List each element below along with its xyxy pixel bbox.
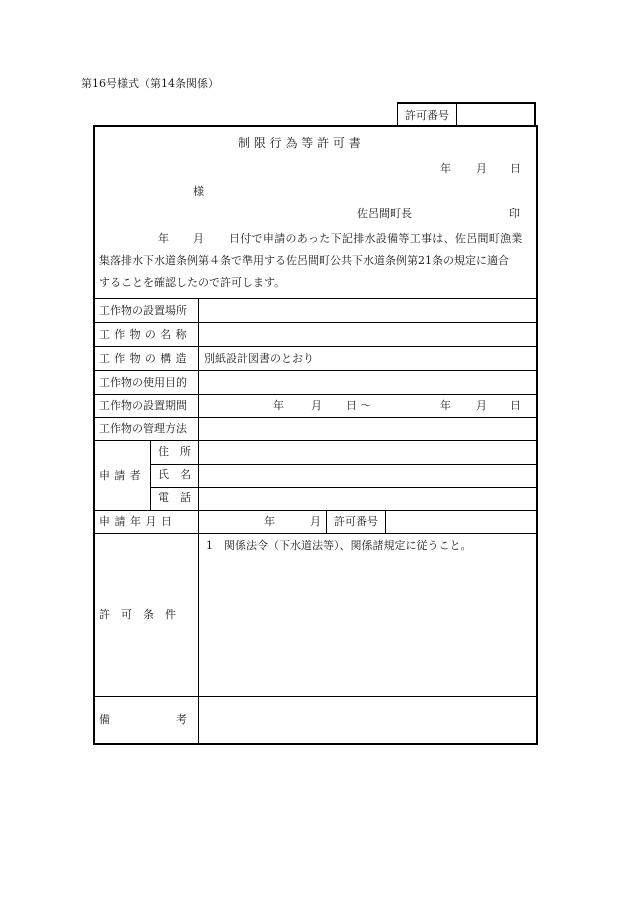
period-day-1: 日 〜 <box>346 399 372 412</box>
column-divider <box>385 510 386 533</box>
form-number: 第16号様式（第14条関係） <box>81 77 219 90</box>
divider <box>94 510 537 511</box>
body-line-2: 集落排水下水道条例第４条で準用する佐呂間町公共下水道条例第21条の規定に適合 <box>99 254 509 267</box>
conditions-value: 1 関係法令（下水道法等）、関係諸規定に従うこと。 <box>206 539 472 552</box>
label-name: 工 作 物 の 名 称 <box>99 328 187 341</box>
label-remarks: 備 考 <box>99 713 187 726</box>
divider <box>94 298 537 299</box>
permit-number-field[interactable] <box>456 104 534 124</box>
label-structure: 工 作 物 の 構 造 <box>99 352 187 365</box>
date-year: 年 <box>440 162 451 175</box>
issuer: 佐呂間町長 <box>357 207 412 220</box>
period-month-1: 月 <box>311 399 322 412</box>
label-management: 工作物の管理方法 <box>99 422 187 435</box>
period-year-1: 年 <box>273 399 284 412</box>
body-year: 年 <box>158 232 169 245</box>
divider <box>94 322 537 323</box>
body-line-1: 日付で申請のあった下記排水設備等工事は、佐呂間町漁業 <box>229 232 523 245</box>
seal-mark: 印 <box>509 207 520 220</box>
label-phone: 電 話 <box>158 491 191 504</box>
divider <box>94 346 537 347</box>
divider <box>150 487 537 488</box>
body-month: 月 <box>193 232 204 245</box>
body-line-3: することを確認したので許可します。 <box>99 276 286 289</box>
label-location: 工作物の設置場所 <box>99 304 187 317</box>
structure-value: 別紙設計図書のとおり <box>204 352 314 365</box>
divider <box>150 464 537 465</box>
permit-number-label: 許可番号 <box>398 104 457 126</box>
label-conditions: 許 可 条 件 <box>99 608 176 621</box>
document-title: 制 限 行 為 等 許 可 書 <box>238 136 361 150</box>
addressee-suffix: 様 <box>193 185 204 198</box>
period-day-2: 日 <box>510 399 521 412</box>
label-purpose: 工作物の使用目的 <box>99 376 187 389</box>
label-period: 工作物の設置期間 <box>99 399 187 412</box>
divider <box>94 696 537 697</box>
period-month-2: 月 <box>476 399 487 412</box>
date-day: 日 <box>510 162 521 175</box>
column-divider <box>198 298 199 744</box>
divider <box>94 440 537 441</box>
label-person-name: 氏 名 <box>158 468 191 481</box>
label-application-date: 申 請 年 月 日 <box>99 515 173 528</box>
label-address: 住 所 <box>158 445 191 458</box>
divider <box>94 417 537 418</box>
divider <box>94 394 537 395</box>
label-applicant: 申 請 者 <box>99 469 141 482</box>
application-year: 年 <box>264 515 275 528</box>
permit-form-frame <box>93 125 538 745</box>
date-month: 月 <box>476 162 487 175</box>
period-year-2: 年 <box>440 399 451 412</box>
divider <box>94 533 537 534</box>
application-month: 月 <box>310 515 321 528</box>
divider <box>94 370 537 371</box>
column-divider <box>326 510 327 533</box>
column-divider <box>150 440 151 510</box>
application-permit-label: 許可番号 <box>334 515 378 528</box>
